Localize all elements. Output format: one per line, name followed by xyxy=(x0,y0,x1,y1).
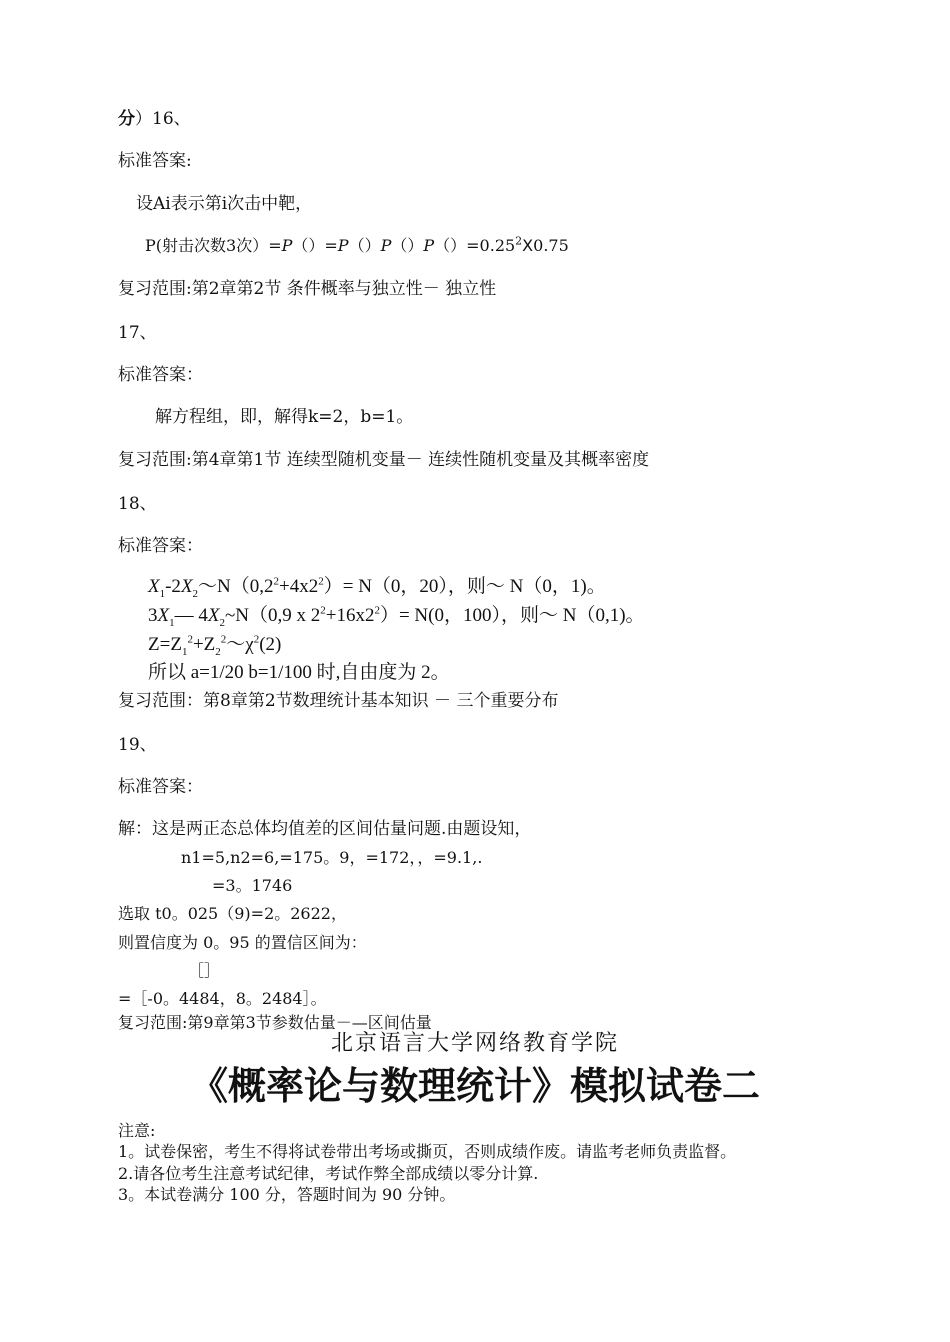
q18-l2-x1: X xyxy=(157,605,170,626)
q16-times: X xyxy=(522,236,534,255)
q16-result-end: 0.75 xyxy=(533,236,569,255)
q18-l2-sup2: 2 xyxy=(374,604,380,617)
q18-l2-sub2: 2 xyxy=(219,616,225,629)
note-item-2: 2.请各位考生注意考试纪律，考试作弊全部成绩以零分计算. xyxy=(118,1164,539,1183)
q19-answer-label: 标准答案： xyxy=(118,777,203,797)
q16-p1: P xyxy=(281,236,293,255)
q16-answer-label: 标准答案: xyxy=(118,151,192,171)
q16-paren1: （） xyxy=(292,236,325,255)
q16-paren3: （） xyxy=(391,236,424,255)
q18-l2-coef: 3 xyxy=(148,605,158,626)
q16-review-scope: 复习范围:第2章第2节 条件概率与独立性－ 独立性 xyxy=(118,279,497,299)
q18-l1-x2: X xyxy=(180,576,193,597)
q16-p4: P xyxy=(423,236,435,255)
q18-l3-sub1: 1 xyxy=(181,645,188,658)
q16-answer-line2 xyxy=(145,235,569,257)
q18-l2-sub1: 1 xyxy=(169,616,175,629)
q18-l1-sub2: 2 xyxy=(192,587,199,600)
q16-p3: P xyxy=(380,236,392,255)
q19-answer-line6: ［］ xyxy=(188,961,221,980)
school-name: 北京语言大学网络教育学院 xyxy=(330,1031,619,1056)
note-item-3: 3。本试卷满分 100 分，答题时间为 90 分钟。 xyxy=(118,1185,456,1204)
q16-eq: = xyxy=(324,236,338,255)
q18-l1-sub1: 1 xyxy=(159,587,166,600)
q17-answer-line1: 解方程组，即，解得k=2，b=1。 xyxy=(155,407,414,427)
q17-review-scope: 复习范围:第4章第1节 连续型随机变量－ 连续性随机变量及其概率密度 xyxy=(118,450,650,470)
q18-l3-sup3: 2 xyxy=(253,633,260,646)
q18-l2-dist: ~N（0,9 x 2 xyxy=(224,605,321,626)
q19-heading: 19、 xyxy=(118,735,157,755)
q18-l3-chi: ～χ xyxy=(226,634,254,655)
q18-l1-dist: ～N（0,2 xyxy=(198,576,274,597)
q18-l1-sup1: 2 xyxy=(273,575,280,588)
q16-result: =0.25 xyxy=(466,236,516,255)
q19-answer-line3: =3。1746 xyxy=(212,876,293,895)
q18-formula-line1 xyxy=(148,574,606,600)
q18-l1-sup2: 2 xyxy=(318,575,324,588)
q16-heading-number: ）16、 xyxy=(135,109,191,129)
q18-l3-plus: +Z xyxy=(192,634,216,655)
exam-title: 《概率论与数理统计》模拟试卷二 xyxy=(189,1064,760,1108)
q18-l1-term: +4x2 xyxy=(279,576,319,597)
note-item-1: 1。试卷保密，考生不得将试卷带出考场或撕页，否则成绩作废。请监考老师负责监督。 xyxy=(118,1142,737,1161)
q18-l3-sup2: 2 xyxy=(220,633,227,646)
q18-l2-result: ）= N(0，100），则～ N（0,1)。 xyxy=(379,605,645,626)
q19-review-scope: 复习范围:第9章第3节参数估量－—区间估量 xyxy=(118,1013,432,1032)
notes-label: 注意: xyxy=(118,1121,156,1140)
q16-answer-line1: 设Ai表示第i次击中靶， xyxy=(136,194,313,214)
q16-paren2: （） xyxy=(348,236,381,255)
q17-heading: 17、 xyxy=(118,323,157,343)
q16-heading xyxy=(118,108,191,130)
q16-heading-bold: 分 xyxy=(118,109,135,129)
q19-answer-line2: n1=5,n2=6,=175。9，=172，，=9.1,. xyxy=(181,848,483,867)
q18-l3-sub2: 2 xyxy=(215,645,221,658)
q18-l1-result: ）= N（0，20），则～ N（0，1)。 xyxy=(323,576,606,597)
q18-l2-x2: X xyxy=(207,605,220,626)
q18-l3-df: (2) xyxy=(259,634,282,655)
q18-l3-z: Z=Z xyxy=(148,634,182,655)
q18-heading: 18、 xyxy=(118,494,157,514)
q18-l1-x1: X xyxy=(148,576,160,597)
q16-exponent: 2 xyxy=(515,234,523,248)
q18-answer-label: 标准答案： xyxy=(118,536,203,556)
q18-l3-sup1: 2 xyxy=(187,633,193,646)
q17-answer-label: 标准答案： xyxy=(118,365,203,385)
q16-prob-prefix: P(射击次数3次）= xyxy=(145,236,282,255)
q19-answer-line5: 则置信度为 0。95 的置信区间为： xyxy=(118,933,367,952)
q19-answer-line4: 选取 t0。025（9)=2。2622， xyxy=(118,904,347,923)
q18-formula-line2 xyxy=(148,603,645,629)
q19-answer-line1: 解：这是两正态总体均值差的区间估量问题.由题设知， xyxy=(118,819,532,839)
q18-l2-minus: — 4 xyxy=(174,605,208,626)
q18-l1-minus: -2 xyxy=(165,576,181,597)
q19-answer-line7: =［-0。4484，8。2484］。 xyxy=(118,989,327,1008)
q18-l2-sup1: 2 xyxy=(320,604,326,617)
q18-l2-term: +16x2 xyxy=(325,605,375,626)
q18-formula-line3 xyxy=(148,632,281,658)
q16-p2: P xyxy=(337,236,349,255)
q18-review-scope: 复习范围：第8章第2节数理统计基本知识 － 三个重要分布 xyxy=(118,691,559,711)
q16-paren4: （） xyxy=(434,236,467,255)
q18-formula-line4: 所以 a=1/20 b=1/100 时,自由度为 2。 xyxy=(148,662,450,683)
